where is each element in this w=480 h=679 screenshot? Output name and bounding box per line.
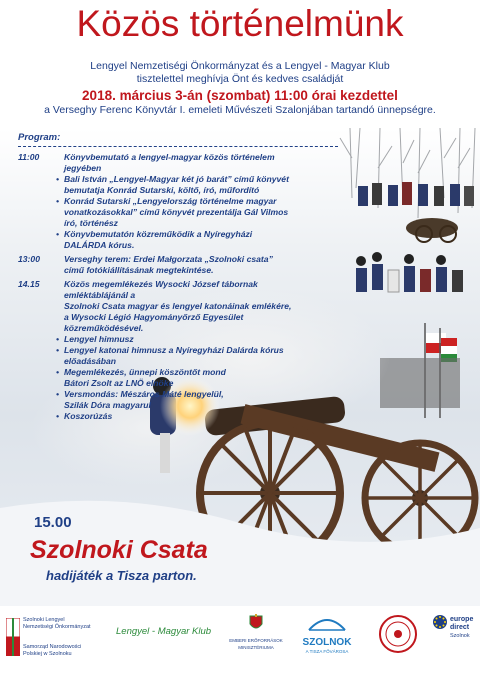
program-label: Program: <box>18 132 61 143</box>
program-list <box>18 152 348 422</box>
program-item <box>18 254 348 265</box>
logo-text: SZOLNOK <box>302 637 352 648</box>
program-desc-cont: vonatkozásokkal” című könyvét prezentálja Gál Vilmos <box>64 207 289 217</box>
event-venue: a Verseghy Ferenc Könyvtár I. emeleti Művészeti Szalonjában tartandó ünnepségre. <box>44 104 436 116</box>
logo-text: direct <box>450 624 470 631</box>
logo-text: Polskiej w Szolnoku <box>23 651 72 657</box>
logo-text: europe <box>450 616 474 623</box>
invitation-line-1: Lengyel Nemzetiségi Önkormányzat és a Lengyel - Magyar Klub <box>90 60 390 72</box>
program-bullet: • Lengyel himnusz <box>18 334 348 345</box>
program-divider <box>18 146 338 147</box>
flag-emblem-icon <box>6 618 20 656</box>
program-desc: Könyvbemutató a lengyel-magyar közös történelem <box>64 152 275 162</box>
program-time: 14.15 <box>18 279 40 289</box>
program-bullet: • Versmondás: Mészáros Máté lengyelül, <box>18 389 348 400</box>
program-item <box>18 279 348 290</box>
program-time: 11:00 <box>18 152 40 162</box>
program-time: 13:00 <box>18 254 40 264</box>
program-desc-cont: Szolnoki Csata magyar és lengyel katonáinak emlékére, <box>64 301 292 311</box>
program-desc: Verseghy terem: Erdei Małgorzata „Szolnoki csata” <box>64 254 273 264</box>
program-bullet: • Megemlékezés, ünnepi köszöntőt mond <box>18 367 348 378</box>
logo-polish-hungarian-club <box>116 626 211 637</box>
bridge-icon <box>307 614 347 632</box>
program-item <box>18 152 348 163</box>
program-desc-cont: előadásában <box>64 356 117 366</box>
poster-title: Közös történelmünk <box>76 3 404 44</box>
eu-stars-icon <box>432 614 448 630</box>
battle-subtitle: hadijáték a Tisza parton. <box>46 568 197 583</box>
program-desc-cont: író, történész <box>64 218 118 228</box>
program-desc-cont: közreműködésével. <box>64 323 144 333</box>
event-date: 2018. március 3-án (szombat) 11:00 órai kezdettel <box>82 88 398 103</box>
program-desc-cont: emléktáblájánál a <box>64 290 136 300</box>
program-desc-cont: a Wysocki Légió Hagyományőrző Egyesület <box>64 312 244 322</box>
logo-text: Szolnok <box>450 633 470 639</box>
battle-time: 15.00 <box>34 514 72 531</box>
program-bullet: • Koszorúzás <box>18 411 348 422</box>
program-bullet: • Bali István „Lengyel-Magyar két jó barát” című könyvét <box>18 174 348 185</box>
program-desc: Közös megemlékezés Wysocki József tábornak <box>64 279 258 289</box>
program-desc-cont: Szilák Dóra magyarul <box>64 400 151 410</box>
logo-szolnok <box>296 614 358 655</box>
program-desc-cont: bemutatja Konrád Sutarski, költő, író, műfordító <box>64 185 260 195</box>
logo-text: A TISZA FŐVÁROSA <box>305 649 349 654</box>
library-seal-icon <box>378 614 418 654</box>
program-desc-cont: DALÁRDA kórus. <box>64 240 135 250</box>
program-desc-cont: című fotókiállításának megtekintése. <box>64 265 214 275</box>
logo-text: Nemzetiségi Önkormányzat <box>23 624 91 630</box>
coat-of-arms-icon <box>249 614 263 632</box>
program-bullet: • Konrád Sutarski „Lengyelország történelme magyar <box>18 196 348 207</box>
logo-ministry <box>226 614 286 651</box>
logo-text: EMBERI ERŐFORRÁSOK <box>229 638 283 643</box>
invitation-line-2: tisztelettel meghívja Önt és kedves családját <box>136 73 344 85</box>
logo-text: MINISZTÉRIUMA <box>238 645 274 650</box>
battle-title: Szolnoki Csata <box>30 536 208 564</box>
logo-text: Samorząd Narodowości <box>23 644 82 650</box>
logo-text: Szolnoki Lengyel <box>23 617 65 623</box>
program-bullet: • Könyvbemutatón közreműködik a Nyíregyházi <box>18 229 348 240</box>
program-desc-cont: Bátori Zsolt az LNÖ elnöke <box>64 378 174 388</box>
logo-library <box>378 614 418 659</box>
logo-text: Lengyel - Magyar Klub <box>116 626 212 637</box>
program-bullet: • Lengyel katonai himnusz a Nyíregyházi Dalárda kórus <box>18 345 348 356</box>
program-desc-cont: jegyében <box>64 163 102 173</box>
